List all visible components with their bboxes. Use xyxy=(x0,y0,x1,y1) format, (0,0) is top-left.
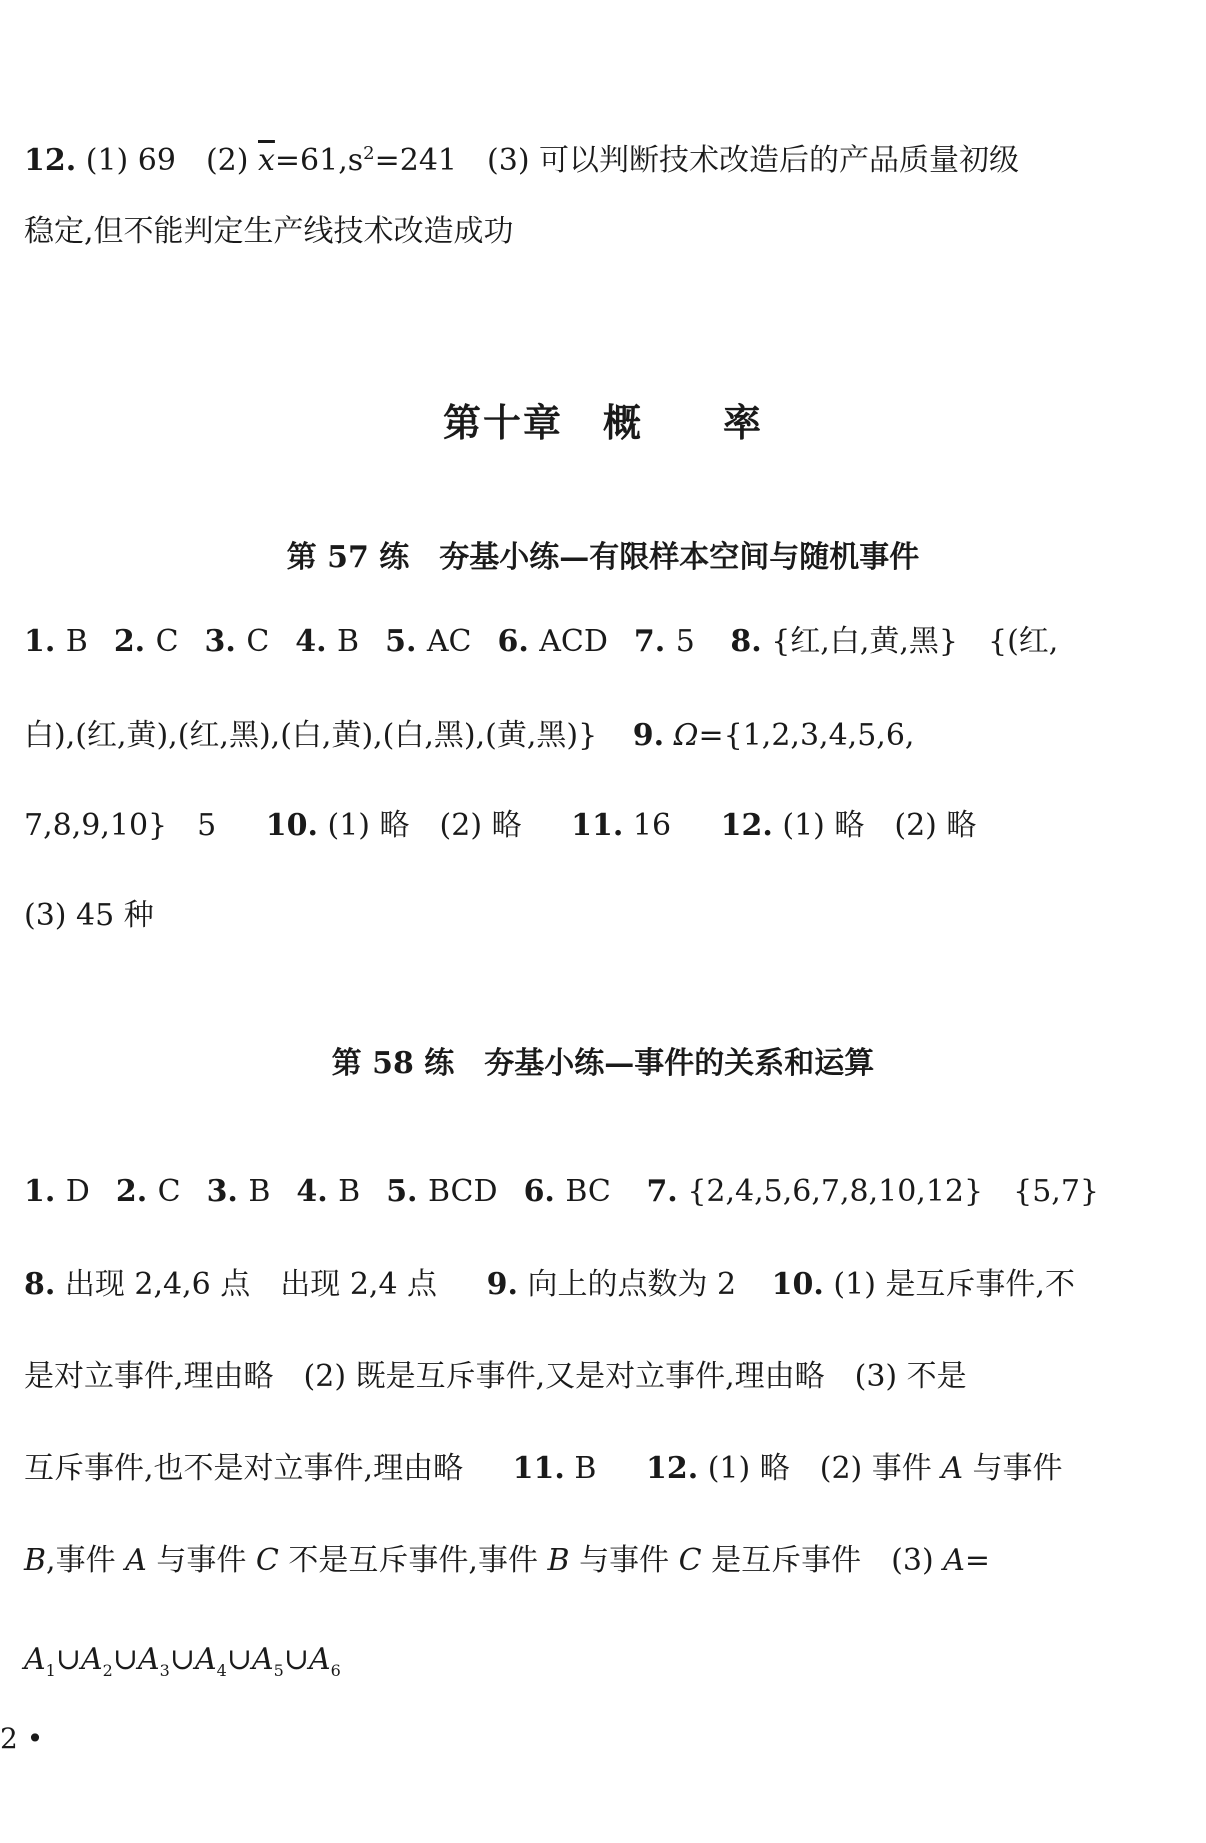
answer-text: BCD xyxy=(427,1174,498,1209)
question-number: 5. xyxy=(386,1174,428,1209)
answer-text: C xyxy=(246,624,270,659)
subscript: 4 xyxy=(216,1661,227,1680)
answer-text: C xyxy=(157,1174,181,1209)
answer-text: 是对立事件,理由略 (2) 既是互斥事件,又是对立事件,理由略 (3) 不是 xyxy=(24,1359,967,1394)
answer-text: =241 (3) 可以判断技术改造后的产品质量初级 xyxy=(374,143,1020,178)
union-expression xyxy=(24,1642,341,1680)
answer-text: 7,8,9,10} 5 xyxy=(24,808,217,843)
subscript: 1 xyxy=(45,1661,56,1680)
question-number: 2. xyxy=(115,1174,158,1209)
answer-text: (3) 45 种 xyxy=(24,898,154,933)
answer-line-12 xyxy=(24,134,1182,181)
answer-text: 白),(红,黄),(红,黑),(白,黄),(白,黑),(黄,黑)} xyxy=(24,718,598,753)
answer-text: B xyxy=(337,624,360,659)
question-number: 4. xyxy=(296,1174,339,1209)
event-symbol: A xyxy=(138,1642,160,1677)
question-number: 11. xyxy=(571,808,624,843)
answer-list xyxy=(24,1174,637,1209)
event-symbol: A xyxy=(941,1451,963,1486)
answer-text: B xyxy=(574,1451,597,1486)
union-symbol: ∪ xyxy=(283,1642,309,1677)
question-number: 9. xyxy=(632,718,665,753)
event-symbol: A xyxy=(309,1642,331,1677)
question-number: 7. xyxy=(633,624,676,659)
question-number: 11. xyxy=(512,1451,565,1486)
question-number: 6. xyxy=(497,624,540,659)
answer-text: 互斥事件,也不是对立事件,理由略 xyxy=(24,1451,464,1486)
question-number: 6. xyxy=(523,1174,566,1209)
answer-text: 向上的点数为 2 xyxy=(527,1267,737,1302)
question-number: 8. xyxy=(730,624,762,659)
answer-text: B xyxy=(248,1174,271,1209)
s58-line-6 xyxy=(24,1640,1182,1691)
omega-symbol: Ω xyxy=(673,718,699,753)
question-number: 12. xyxy=(645,1451,699,1486)
question-number: 12. xyxy=(24,143,77,178)
answer-text: =61,s xyxy=(274,143,364,178)
event-symbol: A xyxy=(195,1642,217,1677)
answer-text: D xyxy=(65,1174,90,1209)
answer-text: (1) 略 (2) 事件 xyxy=(707,1451,932,1486)
answer-text: 5 xyxy=(675,624,695,659)
event-symbol: C xyxy=(255,1543,279,1578)
union-symbol: ∪ xyxy=(169,1642,195,1677)
event-symbol: A xyxy=(125,1543,147,1578)
answer-text: B xyxy=(338,1174,361,1209)
section-title-57: 第 57 练 夯基小练—有限样本空间与随机事件 xyxy=(286,540,920,575)
event-symbol: C xyxy=(678,1543,702,1578)
union-symbol: ∪ xyxy=(55,1642,81,1677)
answer-line-continuation xyxy=(24,212,1182,252)
answer-text: {红,白,黄,黑} {(红, xyxy=(771,624,1059,659)
answer-text: B xyxy=(65,624,88,659)
s58-line-1 xyxy=(24,1172,1182,1212)
question-number: 2. xyxy=(113,624,156,659)
union-symbol: ∪ xyxy=(226,1642,252,1677)
answer-text: BC xyxy=(565,1174,611,1209)
question-number: 10. xyxy=(265,808,318,843)
s57-line-4 xyxy=(24,896,1182,936)
question-number: 9. xyxy=(486,1267,518,1302)
question-number: 10. xyxy=(771,1267,824,1302)
s58-line-5 xyxy=(24,1541,1182,1581)
equals-sign: = xyxy=(964,1543,991,1578)
event-symbol: A xyxy=(81,1642,103,1677)
answer-text: ={1,2,3,4,5,6, xyxy=(698,718,915,753)
question-number: 8. xyxy=(24,1267,56,1302)
s57-line-1 xyxy=(24,622,1182,662)
question-number: 12. xyxy=(720,808,773,843)
answer-text: (1) 是互斥事件,不 xyxy=(833,1267,1075,1302)
question-number: 1. xyxy=(24,624,66,659)
subscript: 2 xyxy=(102,1661,113,1680)
event-symbol: A xyxy=(24,1642,46,1677)
question-number: 3. xyxy=(204,624,247,659)
answer-text: (1) 略 (2) 略 xyxy=(327,808,522,843)
answer-text: 稳定,但不能判定生产线技术改造成功 xyxy=(24,214,514,249)
subscript: 5 xyxy=(273,1661,284,1680)
answer-list xyxy=(24,624,721,659)
question-number: 1. xyxy=(24,1174,66,1209)
answer-text: (1) 69 (2) xyxy=(85,143,249,178)
event-symbol: A xyxy=(252,1642,274,1677)
answer-text: 与事件 xyxy=(579,1543,670,1578)
subscript: 6 xyxy=(330,1661,341,1680)
superscript: 2 xyxy=(363,143,375,164)
answer-text: 与事件 xyxy=(972,1451,1063,1486)
mean-symbol: $\overline{x}$ xyxy=(258,143,275,178)
answer-text: 出现 2,4,6 点 出现 2,4 点 xyxy=(64,1267,438,1302)
answer-text: 不是互斥事件,事件 xyxy=(288,1543,538,1578)
answer-text: (1) 略 (2) 略 xyxy=(782,808,977,843)
section-title-58: 第 58 练 夯基小练—事件的关系和运算 xyxy=(331,1046,875,1081)
s57-line-2 xyxy=(24,716,1182,756)
s57-line-3 xyxy=(24,806,1182,846)
answer-text: 16 xyxy=(632,808,672,843)
answer-text: AC xyxy=(426,624,472,659)
page-number: 2 • xyxy=(0,1722,44,1755)
answer-text: C xyxy=(155,624,179,659)
event-symbol: B xyxy=(547,1543,570,1578)
union-symbol: ∪ xyxy=(112,1642,138,1677)
answer-text: 是互斥事件 (3) xyxy=(711,1543,934,1578)
event-symbol: A xyxy=(943,1543,965,1578)
event-symbol: B xyxy=(24,1543,47,1578)
answer-text: ,事件 xyxy=(46,1543,116,1578)
answer-text: 与事件 xyxy=(156,1543,247,1578)
s58-line-3 xyxy=(24,1357,1182,1397)
question-number: 5. xyxy=(385,624,427,659)
answer-text: {2,4,5,6,7,8,10,12} {5,7} xyxy=(687,1174,1099,1209)
answer-text: ACD xyxy=(539,624,608,659)
chapter-title: 第十章 概 率 xyxy=(442,401,763,445)
question-number: 4. xyxy=(295,624,338,659)
subscript: 3 xyxy=(159,1661,170,1680)
question-number: 3. xyxy=(206,1174,249,1209)
question-number: 7. xyxy=(646,1174,678,1209)
s58-line-4 xyxy=(24,1449,1182,1489)
s58-line-2 xyxy=(24,1265,1182,1305)
